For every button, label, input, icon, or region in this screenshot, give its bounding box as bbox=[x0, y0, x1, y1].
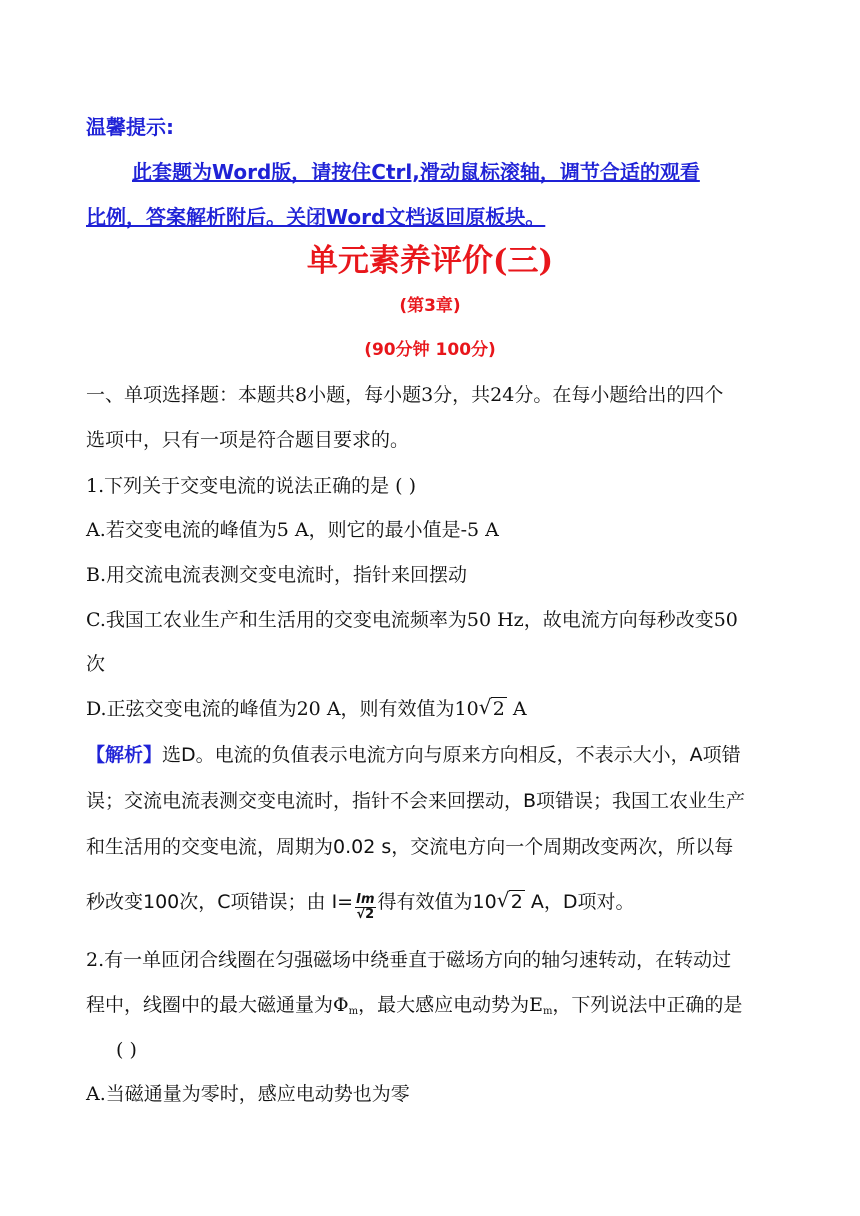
question-2-stem-line-1: 2.有一单匝闭合线圈在匀强磁场中绕垂直于磁场方向的轴匀速转动，在转动过 bbox=[86, 949, 732, 971]
radicand: 2 bbox=[492, 698, 505, 720]
analysis-4-end: A，D项对。 bbox=[524, 891, 635, 913]
warm-hint-label: 温馨提示: bbox=[86, 115, 174, 139]
option-d-unit: A bbox=[506, 698, 527, 720]
subscript-m: m bbox=[348, 1006, 359, 1017]
fraction-numerator: Im bbox=[356, 892, 375, 908]
fraction bbox=[355, 893, 375, 921]
analysis-line-1 bbox=[86, 746, 741, 765]
section-instruction-line-1: 一、单项选择题：本题共8小题，每小题3分，共24分。在每小题给出的四个 bbox=[86, 384, 724, 406]
analysis-line-3: 和生活用的交变电流，周期为0.02 s，交流电方向一个周期改变两次，所以每 bbox=[86, 836, 734, 858]
question-2-stem-line-2 bbox=[86, 996, 742, 1017]
q2-text-c: ，下列说法中正确的是 bbox=[552, 994, 743, 1016]
analysis-line-4 bbox=[86, 888, 635, 922]
analysis-line-2: 误；交流电流表测交变电流时，指针不会来回摆动，B项错误；我国工农业生产 bbox=[86, 790, 746, 812]
question-2-answer-bracket: ( ) bbox=[116, 1039, 137, 1061]
analysis-tag: 【解析】 bbox=[86, 744, 163, 766]
page-title: 单元素养评价(三) bbox=[306, 243, 554, 279]
question-1-option-a: A.若交变电流的峰值为5 A，则它的最小值是-5 A bbox=[86, 519, 499, 541]
radical-sign-2: √ bbox=[496, 888, 510, 912]
analysis-4-middle: 得有效值为10 bbox=[377, 891, 497, 913]
section-instruction-line-2: 选项中，只有一项是符合题目要求的。 bbox=[86, 429, 410, 451]
fraction-denominator: √2 bbox=[356, 907, 375, 922]
question-1-stem: 1.下列关于交变电流的说法正确的是 ( ) bbox=[86, 475, 417, 497]
question-1-option-c-line-2: 次 bbox=[86, 653, 106, 675]
subscript-m-2: m bbox=[542, 1006, 553, 1017]
question-1-option-d bbox=[86, 695, 527, 720]
chapter-label: (第3章) bbox=[399, 296, 461, 316]
analysis-4-start: 秒改变100次，C项错误；由 I= bbox=[86, 891, 354, 913]
option-d-text: D.正弦交变电流的峰值为20 A，则有效值为10 bbox=[86, 698, 479, 720]
q2-text-a: 程中，线圈中的最大磁通量为Φ bbox=[86, 994, 349, 1016]
question-2-option-a: A.当磁通量为零时，感应电动势也为零 bbox=[86, 1083, 410, 1105]
sqrt-expression bbox=[478, 695, 507, 720]
tip-line-2: 比例，答案解析附后。关闭Word文档返回原板块。 bbox=[86, 205, 546, 229]
radical-sign: √ bbox=[478, 695, 492, 719]
radicand-2: 2 bbox=[510, 891, 523, 913]
q2-text-b: ，最大感应电动势为E bbox=[358, 994, 543, 1016]
tip-line-1: 此套题为Word版，请按住Ctrl,滑动鼠标滚轴，调节合适的观看 bbox=[132, 160, 700, 184]
question-1-option-c-line-1: C.我国工农业生产和生活用的交变电流频率为50 Hz，故电流方向每秒改变50 bbox=[86, 609, 738, 631]
time-score-label: (90分钟 100分) bbox=[364, 340, 496, 360]
sqrt-expression-2 bbox=[496, 888, 525, 913]
question-1-option-b: B.用交流电流表测交变电流时，指针来回摆动 bbox=[86, 564, 468, 586]
analysis-text: 选D。电流的负值表示电流方向与原来方向相反，不表示大小，A项错 bbox=[162, 744, 741, 766]
